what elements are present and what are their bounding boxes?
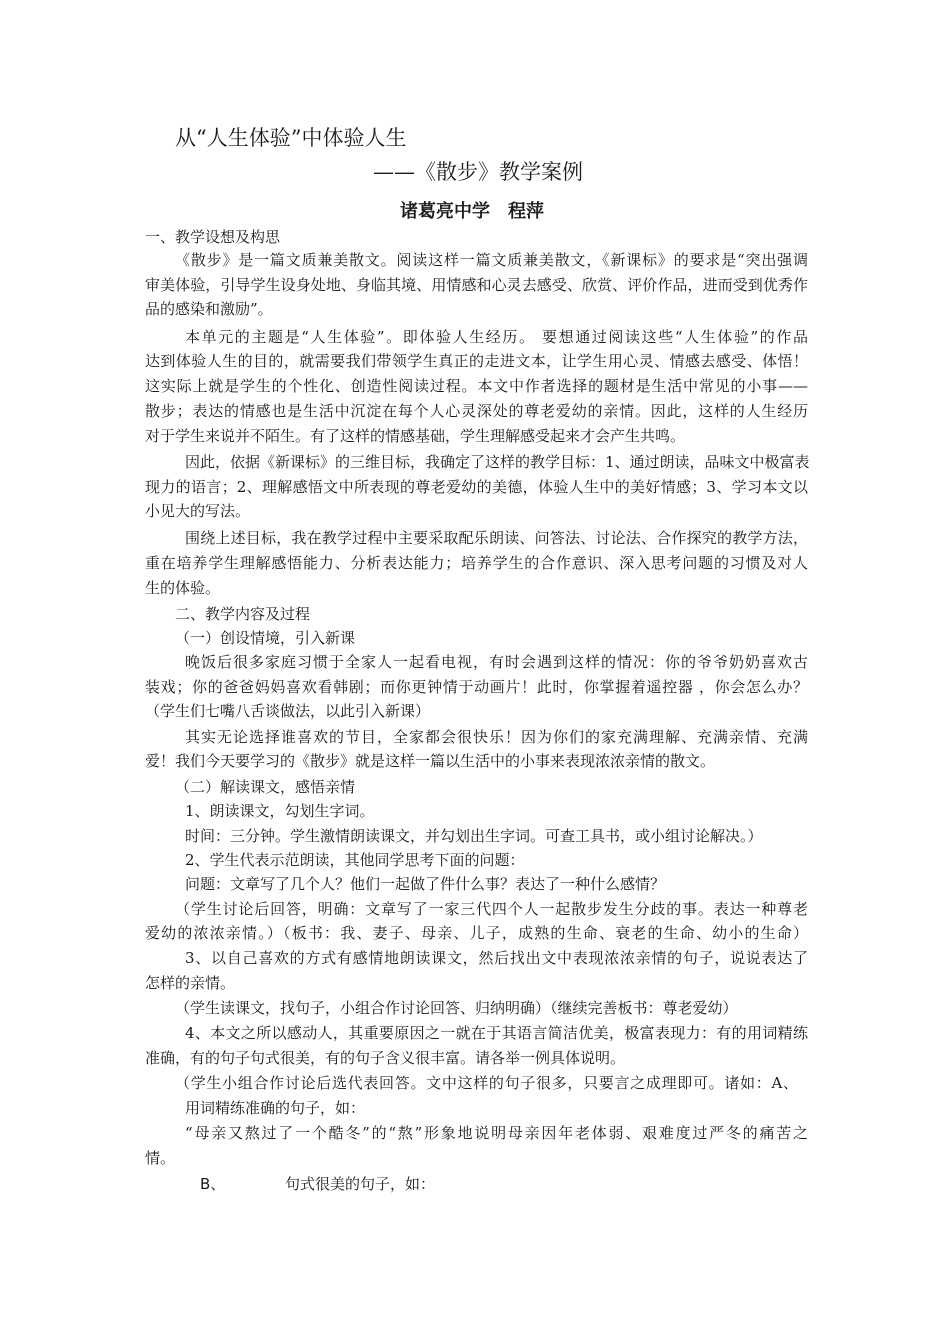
paragraph-line: 时间：三分钟。学生激情朗读课文，并勾划出生字词。可查工具书，或小组讨论解决。） — [185, 827, 763, 845]
document-subtitle: ——《散步》教学案例 — [373, 160, 583, 184]
paragraph-line: 本单元的主题是“人生体验”。即体验人生经历。 要想通过阅读这些“人生体验”的作品 — [185, 328, 808, 346]
list-marker: B、 — [200, 1175, 226, 1193]
paragraph-line: 2、学生代表示范朗读，其他同学思考下面的问题： — [185, 851, 525, 869]
paragraph-line: 对于学生来说并不陌生。有了这样的情感基础，学生理解感受起来才会产生共鸣。 — [145, 427, 686, 445]
paragraph-line: （学生小组合作讨论后选代表回答。文中这样的句子很多，只要言之成理即可。诸如：A、 — [175, 1074, 798, 1092]
paragraph-line: 达到体验人生的目的，就需要我们带领学生真正的走进文本，让学生用心灵、情感去感受、体悟！ — [145, 352, 808, 370]
paragraph-line: 爱！我们今天要学习的《散步》就是这样一篇以生活中的小事来表现浓浓亲情的散文。 — [145, 752, 716, 770]
paragraph-line: 用词精练准确的句子，如： — [185, 1099, 366, 1117]
paragraph-line: 其实无论选择谁喜欢的节目，全家都会很快乐！因为你们的家充满理解、充满亲情、充满 — [185, 728, 808, 746]
paragraph-line: 生的体验。 — [145, 579, 221, 597]
paragraph-line: 4、本文之所以感动人，其重要原因之一就在于其语言简洁优美，极富表现力：有的用词精练 — [185, 1024, 808, 1042]
paragraph-line: 怎样的亲情。 — [145, 974, 236, 992]
section-heading: 二、教学内容及过程 — [175, 605, 311, 623]
paragraph-line: 品的感染和激励”。 — [145, 300, 273, 318]
paragraph-line: （学生们七嘴八舌谈做法，以此引入新课） — [145, 702, 431, 720]
paragraph-line: 审美体验，引导学生设身处地、身临其境、用情感和心灵去感受、欣赏、评价作品，进而受到优秀作 — [145, 276, 808, 294]
paragraph-line: 这实际上就是学生的个性化、创造性阅读过程。本文中作者选择的题材是生活中常见的小事—— — [145, 377, 808, 395]
paragraph-line: 小见大的写法。 — [145, 502, 251, 520]
paragraph-line: 爱幼的浓浓亲情。）（板书：我、妻子、母亲、儿子，成熟的生命、衰老的生命、幼小的生命） — [145, 924, 808, 942]
paragraph-line: 准确，有的句子句式很美，有的句子含义很丰富。请各举一例具体说明。 — [145, 1049, 626, 1067]
paragraph-line: 晚饭后很多家庭习惯于全家人一起看电视，有时会遇到这样的情况：你的爷爷奶奶喜欢古 — [185, 653, 808, 671]
paragraph-line: （学生讨论后回答，明确：文章写了一家三代四个人一起散步发生分歧的事。表达一种尊老 — [175, 900, 808, 918]
paragraph-line: 问题：文章写了几个人？他们一起做了件什么事？表达了一种什么感情？ — [185, 875, 666, 893]
document-author: 诸葛亮中学 程萍 — [400, 201, 544, 222]
paragraph-line: 因此，依据《新课标》的三维目标，我确定了这样的教学目标：1、通过朗读，品味文中极富表 — [185, 453, 810, 471]
paragraph-line: 散步；表达的情感也是生活中沉淀在每个人心灵深处的尊老爱幼的亲情。因此，这样的人生经历 — [145, 402, 808, 420]
paragraph-line: （学生读课文，找句子，小组合作讨论回答、归纳明确）（继续完善板书：尊老爱幼） — [175, 999, 738, 1017]
paragraph-line: 《散步》是一篇文质兼美散文。阅读这样一篇文质兼美散文，《新课标》的要求是“突出强调 — [175, 251, 808, 269]
subsection-heading: （二）解读课文，感悟亲情 — [175, 778, 356, 796]
subsection-heading: （一）创设情境，引入新课 — [175, 629, 356, 647]
paragraph-line: 情。 — [145, 1149, 176, 1167]
paragraph-line: 重在培养学生理解感悟能力、分析表达能力；培养学生的合作意识、深入思考问题的习惯及对人 — [145, 554, 808, 572]
section-heading: 一、教学设想及构思 — [145, 228, 281, 246]
paragraph-line: 1、朗读课文，勾划生字词。 — [185, 802, 375, 820]
paragraph-line: 围绕上述目标，我在教学过程中主要采取配乐朗读、问答法、讨论法、合作探究的教学方法， — [185, 529, 808, 547]
paragraph-line: 现力的语言；2、理解感悟文中所表现的尊老爱幼的美德，体验人生中的美好情感；3、学习本文以 — [145, 478, 808, 496]
document-title: 从“人生体验”中体验人生 — [175, 126, 407, 150]
paragraph-line: 装戏；你的爸爸妈妈喜欢看韩剧；而你更钟情于动画片！此时，你掌握着遥控器 ，你会怎么办？ — [145, 678, 808, 696]
paragraph-line: “母亲又熬过了一个酷冬”的“熬”形象地说明母亲因年老体弱、艰难度过严冬的痛苦之 — [185, 1124, 808, 1142]
paragraph-line: 句式很美的句子，如： — [285, 1175, 436, 1193]
paragraph-line: 3、以自己喜欢的方式有感情地朗读课文，然后找出文中表现浓浓亲情的句子，说说表达了 — [185, 949, 808, 967]
